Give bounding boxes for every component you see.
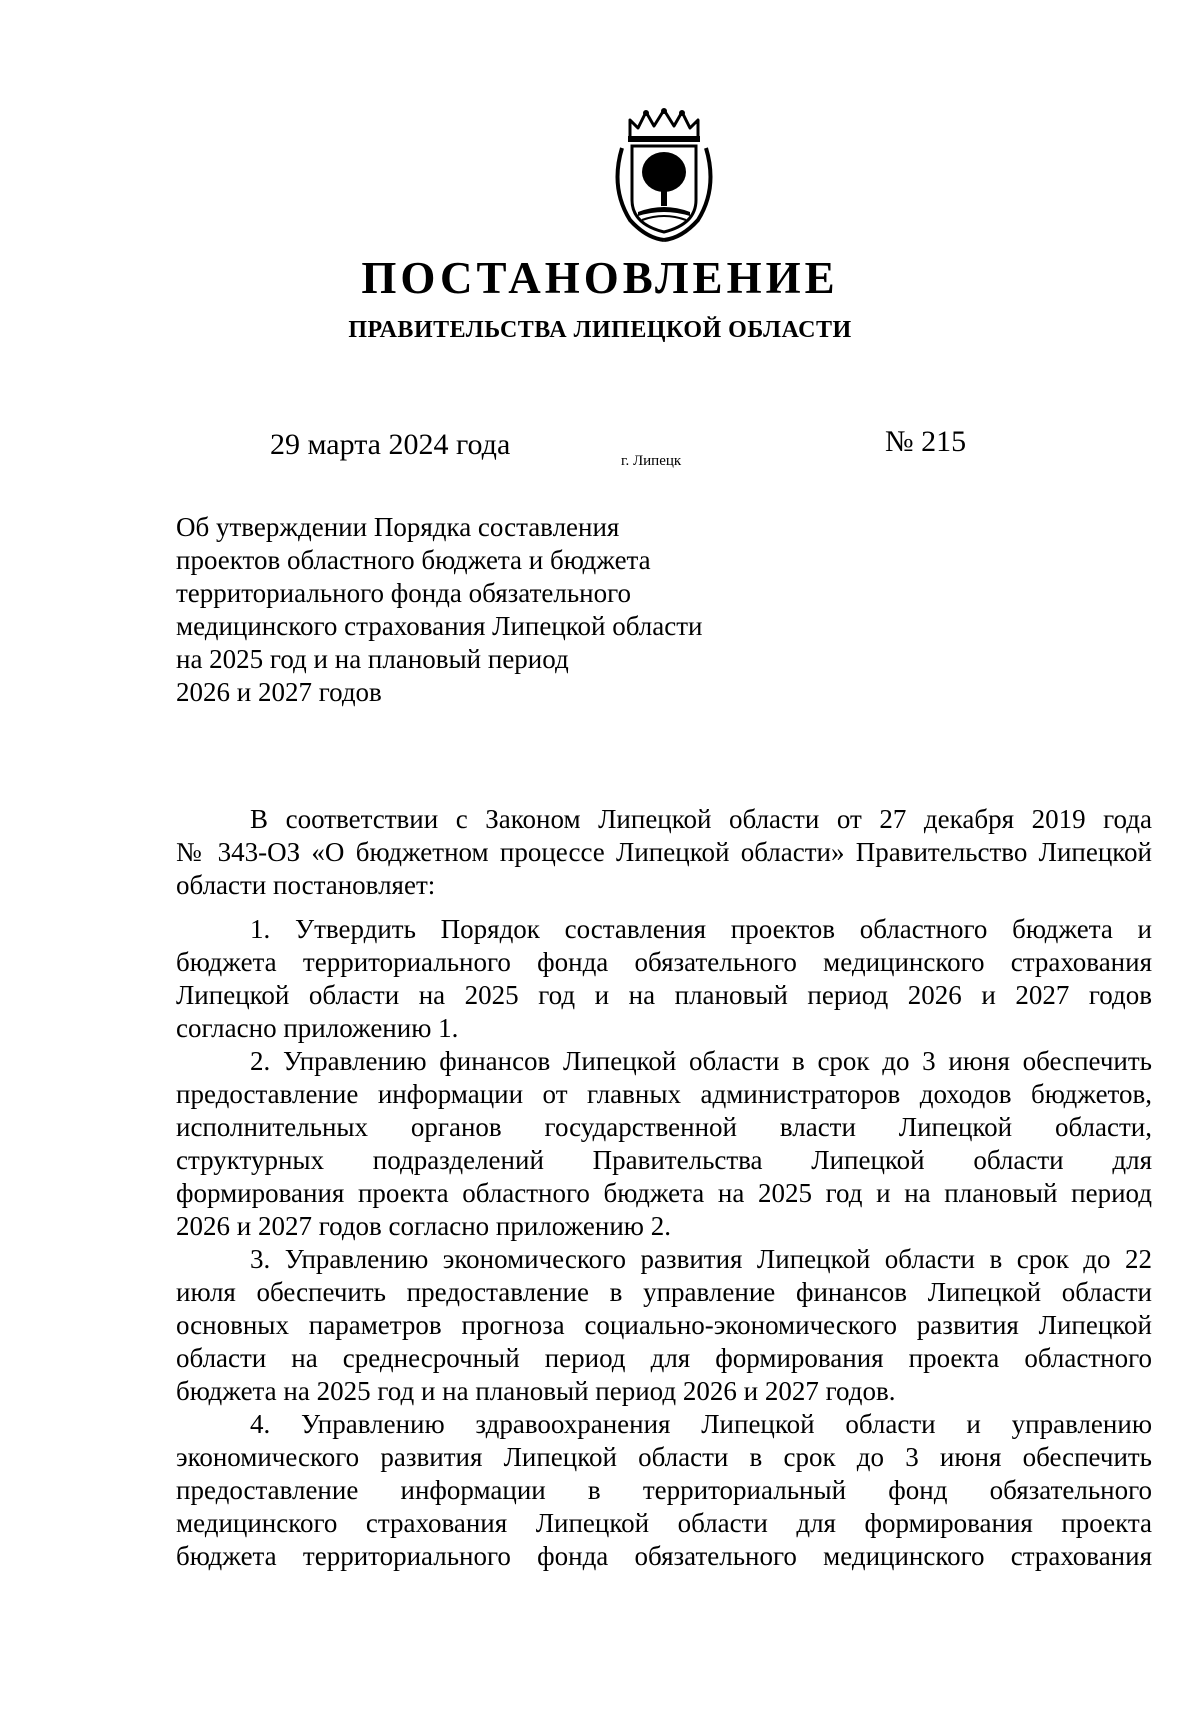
subject-line: проектов областного бюджета и бюджета xyxy=(176,545,651,575)
subject-line: Об утверждении Порядка составления xyxy=(176,512,620,542)
text-line: исполнительных органов государственной власти Липецкой области, xyxy=(176,1112,1152,1142)
coat-of-arms-icon xyxy=(608,108,720,244)
text-line: бюджета территориального фонда обязательного медицинского страхования xyxy=(176,1541,1152,1571)
text-line: области постановляет: xyxy=(176,870,436,900)
text-line: 2. Управлению финансов Липецкой области в срок до 3 июня обеспечить xyxy=(250,1046,1152,1076)
text-line: 1. Утвердить Порядок составления проектов областного бюджета и xyxy=(250,914,1152,944)
text-line: бюджета на 2025 год и на плановый период 2026 и 2027 годов. xyxy=(176,1376,896,1406)
text-line: предоставление информации от главных администраторов доходов бюджетов, xyxy=(176,1079,1152,1109)
text-line: формирования проекта областного бюджета на 2025 год и на плановый период xyxy=(176,1178,1152,1208)
document-city: г. Липецк xyxy=(621,453,682,469)
text-line: согласно приложению 1. xyxy=(176,1013,459,1043)
text-line: экономического развития Липецкой области в срок до 3 июня обеспечить xyxy=(176,1442,1152,1472)
preamble-paragraph xyxy=(176,803,1152,902)
item-4-paragraph xyxy=(176,1408,1152,1573)
issuing-authority: ПРАВИТЕЛЬСТВА ЛИПЕЦКОЙ ОБЛАСТИ xyxy=(348,317,852,343)
document-date: 29 марта 2024 года xyxy=(270,428,511,461)
item-3-paragraph xyxy=(176,1243,1152,1408)
text-line: медицинского страхования Липецкой области для формирования проекта xyxy=(176,1508,1152,1538)
text-line: 3. Управлению экономического развития Липецкой области в срок до 22 xyxy=(250,1244,1152,1274)
item-1-paragraph xyxy=(176,913,1152,1045)
text-line: предоставление информации в территориальный фонд обязательного xyxy=(176,1475,1152,1505)
text-line: основных параметров прогноза социально-экономического развития Липецкой xyxy=(176,1310,1152,1340)
document-body xyxy=(176,803,1152,1573)
subject-line: 2026 и 2027 годов xyxy=(176,677,382,707)
text-line: № 343-ОЗ «О бюджетном процессе Липецкой области» Правительство Липецкой xyxy=(176,837,1152,867)
text-line: области на среднесрочный период для формирования проекта областного xyxy=(176,1343,1152,1373)
text-line: 2026 и 2027 годов согласно приложению 2. xyxy=(176,1211,671,1241)
document-number: № 215 xyxy=(885,425,967,458)
text-line: В соответствии с Законом Липецкой области от 27 декабря 2019 года xyxy=(250,804,1152,834)
item-2-paragraph xyxy=(176,1045,1152,1243)
document-type: ПОСТАНОВЛЕНИЕ xyxy=(361,253,839,303)
text-line: Липецкой области на 2025 год и на плановый период 2026 и 2027 годов xyxy=(176,980,1152,1010)
text-line: июля обеспечить предоставление в управление финансов Липецкой области xyxy=(176,1277,1152,1307)
text-line: бюджета территориального фонда обязательного медицинского страхования xyxy=(176,947,1152,977)
text-line: структурных подразделений Правительства Липецкой области для xyxy=(176,1145,1152,1175)
text-line: 4. Управлению здравоохранения Липецкой области и управлению xyxy=(250,1409,1152,1439)
subject-line: медицинского страхования Липецкой области xyxy=(176,611,703,641)
document-subject xyxy=(176,511,796,709)
subject-line: на 2025 год и на плановый период xyxy=(176,644,569,674)
subject-line: территориального фонда обязательного xyxy=(176,578,632,608)
